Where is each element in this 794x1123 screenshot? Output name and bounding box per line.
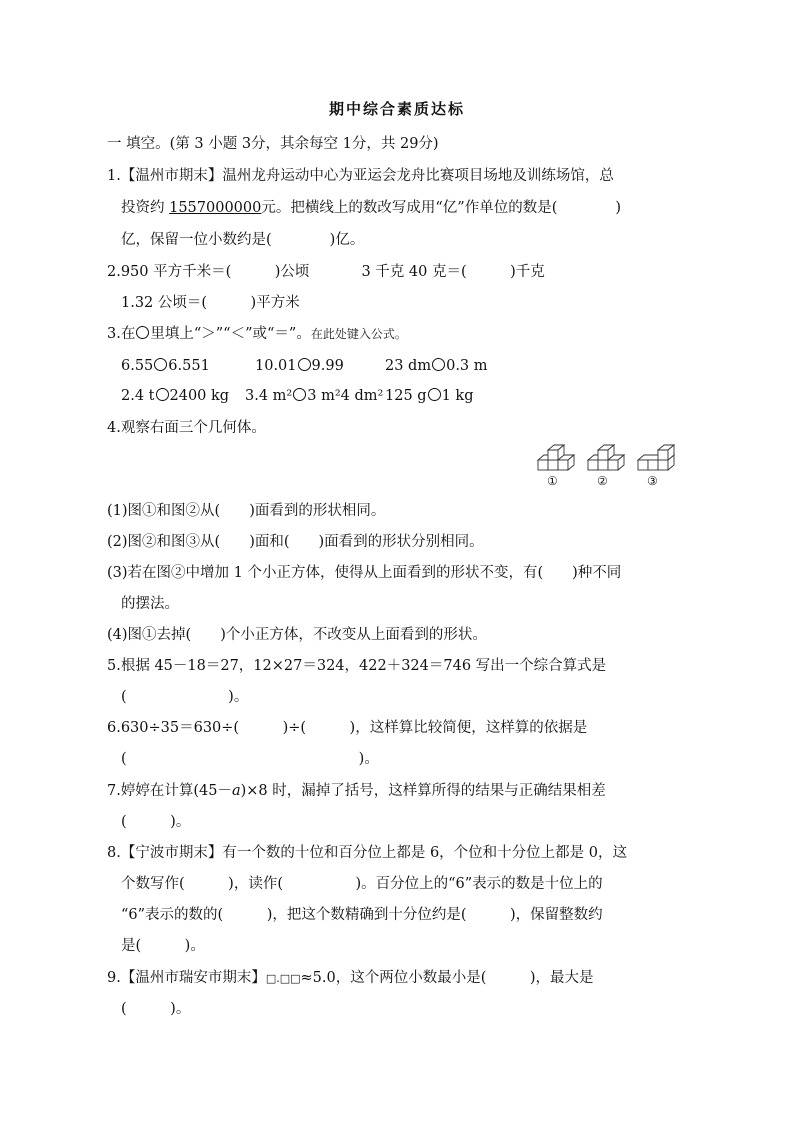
compare-circle-icon bbox=[136, 326, 149, 339]
digit-boxes: □.□□ bbox=[265, 972, 301, 985]
q2-line-2: 1.32 公顷＝( )平方米 bbox=[121, 295, 300, 311]
section-heading: 一 填空。(第 3 小题 3分，其余每空 1分，共 29分) bbox=[107, 136, 439, 152]
q9-line-2: ( )。 bbox=[121, 1001, 191, 1017]
q4-intro: 4.观察右面三个几何体。 bbox=[107, 420, 266, 436]
q8-line-1: 8.【宁波市期末】有一个数的十位和百分位上都是 6，个位和十分位上都是 0，这 bbox=[107, 845, 628, 861]
q1-line-2: 投资约 1557000000元。把横线上的数改写成用“亿”作单位的数是( ) bbox=[121, 200, 622, 216]
q3-line-1: 3.在 里填上“＞”“＜”或“＝”。在此处键入公式。 bbox=[107, 326, 407, 342]
q1-line-3: 亿，保留一位小数约是( )亿。 bbox=[121, 232, 365, 248]
cube-figures bbox=[533, 443, 681, 491]
q7-line-2: ( )。 bbox=[121, 814, 191, 830]
compare-circle-icon bbox=[293, 388, 306, 401]
compare-circle-icon bbox=[298, 358, 311, 371]
q4-sub-1: (1)图①和图②从( )面看到的形状相同。 bbox=[107, 503, 386, 519]
formula-placeholder: 在此处键入公式。 bbox=[310, 327, 407, 341]
q5-line-2: ( )。 bbox=[121, 689, 249, 705]
figure-label-3: ③ bbox=[647, 474, 658, 488]
q8-line-4: 是( )。 bbox=[121, 938, 205, 954]
q8-line-3: “6”表示的数的( )，把这个数精确到十分位约是( )，保留整数约 bbox=[121, 907, 603, 923]
q6-line-2: ( )。 bbox=[121, 751, 379, 767]
figure-label-2: ② bbox=[597, 474, 608, 488]
q2-line-1: 2.950 平方千米＝( )公顷 3 千克 40 克＝( )千克 bbox=[107, 264, 545, 280]
page-title: 期中综合素质达标 bbox=[328, 100, 465, 118]
compare-circle-icon bbox=[156, 388, 169, 401]
q4-sub-3: (3)若在图②中增加 1 个小正方体，使得从上面看到的形状不变，有( )种不同 bbox=[107, 565, 622, 581]
q7-line-1: 7.婷婷在计算(45－a)×8 时，漏掉了括号，这样算所得的结果与正确结果相差 bbox=[107, 783, 606, 799]
compare-circle-icon bbox=[432, 358, 445, 371]
q3-row-2: 2.4 t 2400 kg 3.4 m² 3 m²4 dm² 125 g 1 kg bbox=[121, 388, 474, 404]
q1-line-1: 1.【温州市期末】温州龙舟运动中心为亚运会龙舟比赛项目场地及训练场馆，总 bbox=[107, 168, 614, 184]
q4-sub-2: (2)图②和图③从( )面和( )面看到的形状分别相同。 bbox=[107, 534, 484, 550]
underlined-number: 1557000000 bbox=[169, 200, 262, 216]
figure-label-1: ① bbox=[547, 474, 558, 488]
q4-sub-4: (4)图①去掉( )个小正方体，不改变从上面看到的形状。 bbox=[107, 627, 487, 643]
variable-a: a bbox=[231, 783, 241, 799]
q3-row-1: 6.55 6.551 10.01 9.99 23 dm 0.3 m bbox=[121, 358, 488, 374]
q4-sub-3-cont: 的摆法。 bbox=[121, 596, 179, 612]
q5-line-1: 5.根据 45－18＝27，12×27＝324，422＋324＝746 写出一个综合算式是 bbox=[107, 658, 607, 674]
q6-line-1: 6.630÷35＝630÷( )÷( )，这样算比较简便，这样算的依据是 bbox=[107, 720, 588, 736]
q8-line-2: 个数写作( )，读作( )。百分位上的“6”表示的数是十位上的 bbox=[121, 876, 603, 892]
q9-line-1: 9.【温州市瑞安市期末】□.□□≈5.0，这个两位小数最小是( )，最大是 bbox=[107, 970, 594, 986]
compare-circle-icon bbox=[428, 388, 441, 401]
compare-circle-icon bbox=[154, 358, 167, 371]
